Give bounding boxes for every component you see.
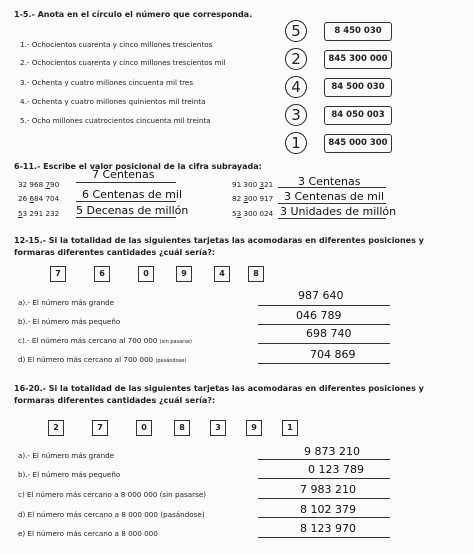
number-card: 4 [214, 266, 230, 282]
place-value-answer: 5 Decenas de millón [76, 204, 189, 217]
number-box-1: 8 450 030 [324, 22, 392, 41]
place-value-answer: 3 Centenas [298, 175, 361, 188]
place-value-answer: 3 Centenas de mil [284, 190, 385, 203]
number-card: 0 [138, 266, 154, 282]
answer-circle-3: 4 [285, 76, 307, 98]
s1-item-1-text: 1.- Ochocientos cuarenta y cinco millones trescientos [20, 40, 213, 49]
answer-line [258, 498, 390, 499]
answer-line [278, 203, 386, 204]
number-card: 1 [282, 420, 298, 436]
s1-item-4-text: 4.- Ochenta y cuatro millones quinientos mil treinta [20, 97, 206, 106]
s1-item-3-text: 3.- Ochenta y cuatro millones cincuenta mil tres [20, 78, 194, 87]
number-card: 8 [248, 266, 264, 282]
place-value-number: 53 291 232 [18, 209, 60, 218]
number-card: 2 [48, 420, 64, 436]
answer-circle-2: 2 [285, 48, 307, 70]
answer-line [258, 459, 390, 460]
answer-b: 0 123 789 [308, 463, 364, 476]
answer-line [76, 201, 176, 202]
number-box-3: 84 500 030 [324, 78, 392, 97]
place-value-number: 53 300 024 [232, 209, 274, 218]
section1-header: 1-5.- Anota en el círculo el número que corresponda. [14, 10, 253, 19]
s1-item-5-text: 5.- Ocho millones cuatrocientos cincuenta mil treinta [20, 116, 211, 125]
place-value-answer: 3 Unidades de millón [280, 205, 397, 218]
answer-line [76, 217, 176, 218]
number-box-2: 845 300 000 [324, 50, 392, 69]
section3-header-line1: 12-15.- Si la totalidad de las siguientes tarjetas las acomodaras en diferentes posiciones y [14, 236, 424, 245]
answer-e: 8 123 970 [300, 522, 356, 535]
section3-header-line2: formaras diferentes cantidades ¿cuál sería?: [14, 248, 216, 257]
answer-line [76, 182, 176, 183]
section4-header-line1: 16-20.- Si la totalidad de las siguientes tarjetas las acomodaras en diferentes posiciones y [14, 384, 424, 393]
answer-circle-1: 5 [285, 20, 307, 42]
number-card: 8 [174, 420, 190, 436]
answer-line [258, 363, 390, 364]
answer-line [258, 517, 390, 518]
place-value-number: 32 968 790 [18, 180, 60, 189]
place-value-number: 91 300 321 [232, 180, 274, 189]
answer-b: 046 789 [296, 309, 342, 322]
answer-line [258, 343, 390, 344]
answer-circle-5: 1 [285, 132, 307, 154]
number-box-4: 84 050 003 [324, 106, 392, 125]
answer-line [258, 537, 390, 538]
answer-d: 8 102 379 [300, 503, 356, 516]
question-a: a).- El número más grande [18, 451, 115, 460]
question-d: d) El número más cercano al 700 000 (pasándose) [18, 355, 187, 364]
section2-header: 6-11.- Escribe el valor posicional de la cifra subrayada: [14, 162, 262, 171]
answer-d: 704 869 [310, 348, 356, 361]
number-card: 7 [92, 420, 108, 436]
place-value-number: 82 300 917 [232, 194, 274, 203]
question-b: b).- El número más pequeño [18, 470, 121, 479]
section4-header-line2: formaras diferentes cantidades ¿cuál sería?: [14, 396, 216, 405]
answer-c: 7 983 210 [300, 483, 356, 496]
number-card: 9 [246, 420, 262, 436]
place-value-answer: 7 Centenas [92, 168, 155, 181]
answer-line [258, 478, 390, 479]
place-value-number: 26 684 704 [18, 194, 60, 203]
answer-a: 987 640 [298, 289, 344, 302]
place-value-answer: 6 Centenas de mil [82, 188, 183, 201]
question-c: c) El número más cercano a 8 000 000 (sin pasarse) [18, 490, 207, 499]
answer-a: 9 873 210 [304, 445, 360, 458]
answer-c: 698 740 [306, 327, 352, 340]
question-b: b).- El número más pequeño [18, 317, 121, 326]
question-a: a).- El número más grande [18, 298, 115, 307]
answer-circle-4: 3 [285, 104, 307, 126]
number-box-5: 845 000 300 [324, 134, 392, 153]
question-d: d) El número más cercano a 8 000 000 (pasándose) [18, 510, 205, 519]
number-card: 3 [210, 420, 226, 436]
number-card: 0 [136, 420, 152, 436]
number-card: 6 [94, 266, 110, 282]
question-c: c).- El número más cercano al 700 000 (sin pasarse) [18, 336, 192, 345]
number-card: 7 [50, 266, 66, 282]
answer-line [278, 218, 386, 219]
question-e: e) El número más cercano a 8 000 000 [18, 529, 158, 538]
answer-line [258, 324, 390, 325]
s1-item-2-text: 2.- Ochocientos cuarenta y cinco millones trescientos mil [20, 58, 226, 67]
number-card: 9 [176, 266, 192, 282]
answer-line [278, 187, 386, 188]
answer-line [258, 305, 390, 306]
